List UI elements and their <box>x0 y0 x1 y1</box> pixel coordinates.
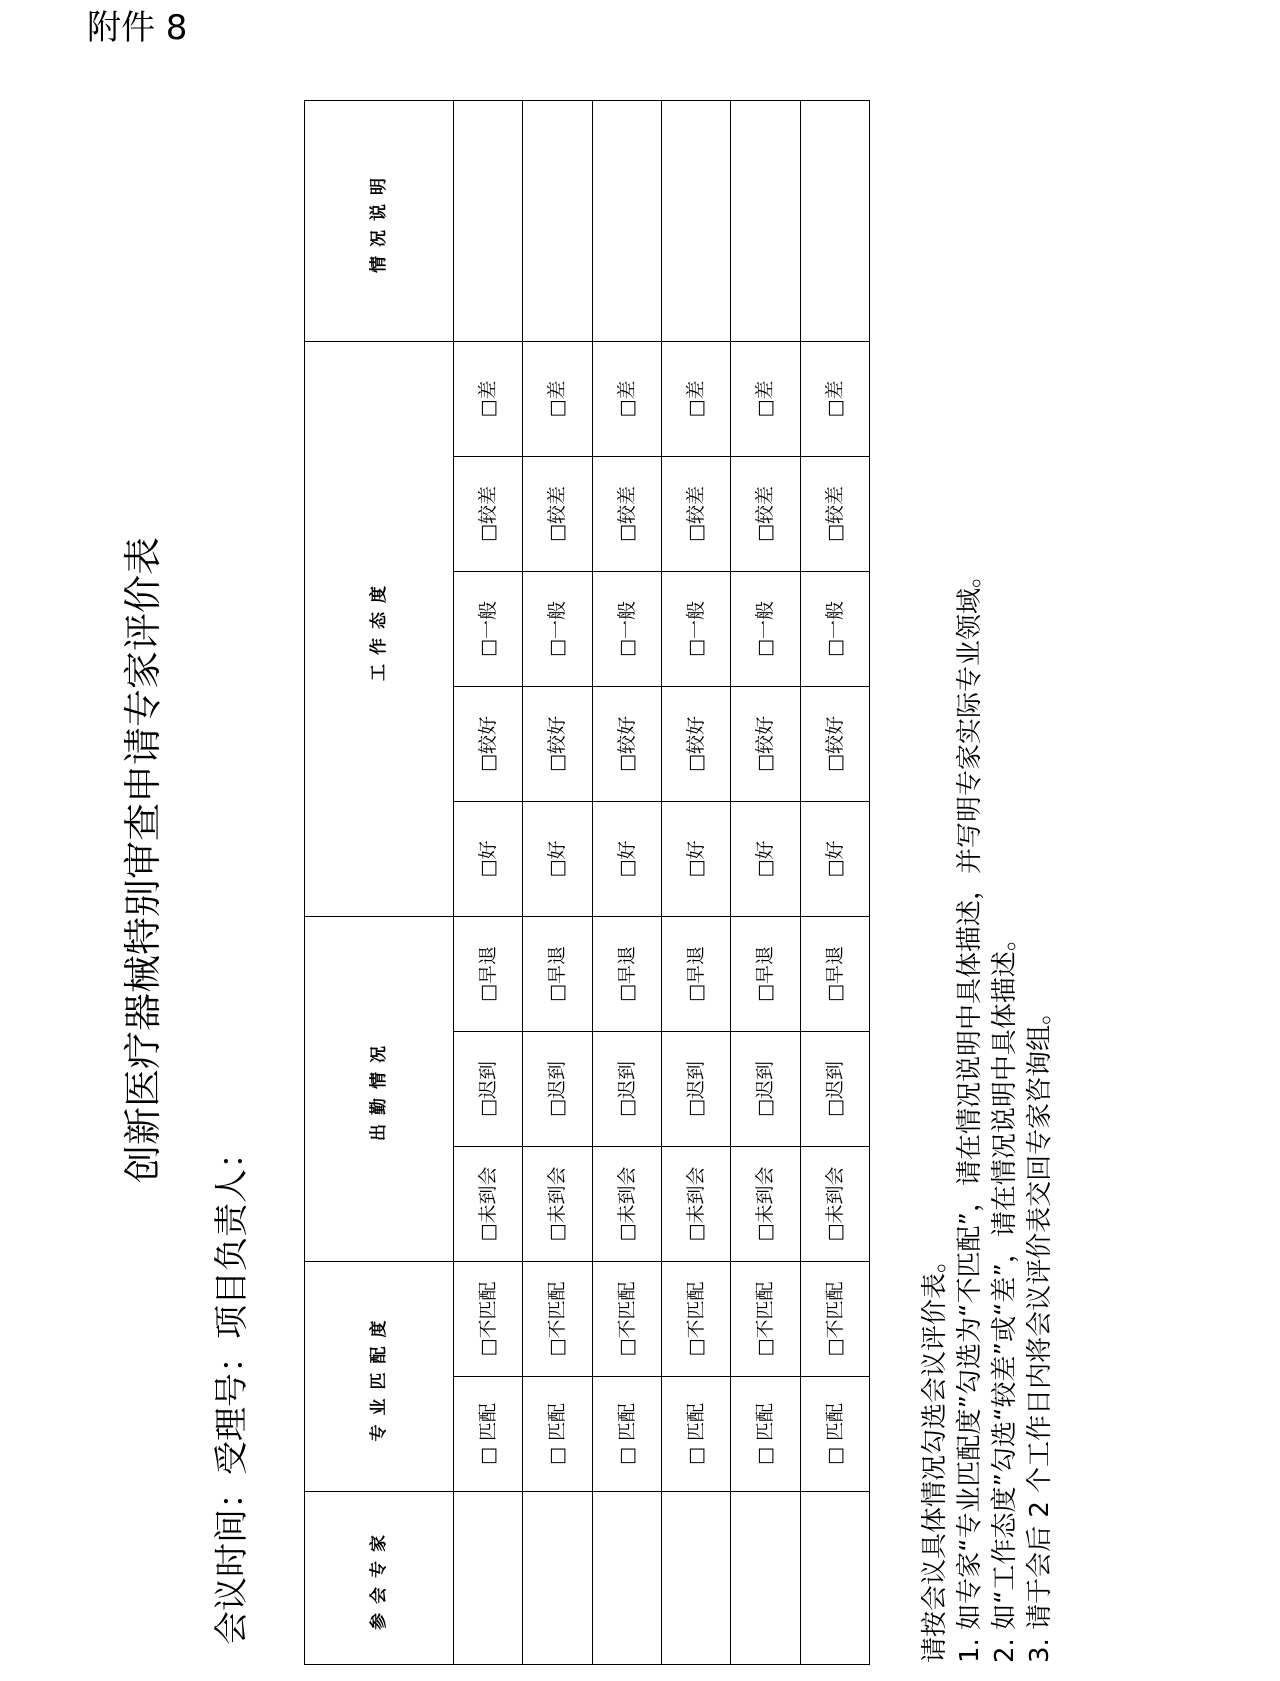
attendance-option-absent[interactable]: □未到会 <box>523 1147 592 1262</box>
header-remarks: 情况说明 <box>305 101 454 342</box>
note-2: 2. 如“工作态度”勾选“较差”或“差”，请在情况说明中具体描述。 <box>990 925 1020 1663</box>
remarks-cell[interactable] <box>800 101 869 342</box>
attitude-option-good[interactable]: □好 <box>453 802 522 917</box>
attitude-option-average[interactable]: □一般 <box>592 572 661 687</box>
attendance-option-absent[interactable]: □未到会 <box>731 1147 800 1262</box>
attendance-option-late[interactable]: □迟到 <box>661 1032 730 1147</box>
remarks-cell[interactable] <box>523 101 592 342</box>
attitude-option-fairly-poor[interactable]: □较差 <box>523 457 592 572</box>
match-option-match[interactable]: □ 匹配 <box>731 1377 800 1492</box>
attendance-option-late[interactable]: □迟到 <box>523 1032 592 1147</box>
table-row <box>523 101 592 1665</box>
attendance-option-early-leave[interactable]: □早退 <box>661 917 730 1032</box>
attitude-option-good[interactable]: □好 <box>523 802 592 917</box>
note-intro: 请按会议具体情况勾选会议评价表。 <box>920 1246 950 1663</box>
expert-name-cell[interactable] <box>731 1492 800 1665</box>
expert-name-cell[interactable] <box>661 1492 730 1665</box>
note-3: 3. 请于会后 2 个工作日内将会议评价表交回专家咨询组。 <box>1025 998 1055 1663</box>
instructions <box>918 562 1058 1663</box>
attitude-option-poor[interactable]: □差 <box>523 342 592 457</box>
attendance-option-early-leave[interactable]: □早退 <box>453 917 522 1032</box>
attitude-option-fairly-good[interactable]: □较好 <box>453 687 522 802</box>
remarks-cell[interactable] <box>453 101 522 342</box>
match-option-mismatch[interactable]: □不匹配 <box>453 1262 522 1377</box>
match-option-match[interactable]: □ 匹配 <box>453 1377 522 1492</box>
table-row <box>661 101 730 1665</box>
attitude-option-average[interactable]: □一般 <box>800 572 869 687</box>
attitude-option-good[interactable]: □好 <box>661 802 730 917</box>
attitude-option-fairly-poor[interactable]: □较差 <box>800 457 869 572</box>
expert-name-cell[interactable] <box>453 1492 522 1665</box>
attitude-option-average[interactable]: □一般 <box>453 572 522 687</box>
match-option-mismatch[interactable]: □不匹配 <box>523 1262 592 1377</box>
meeting-info: 会议时间：受理号：项目负责人： <box>212 1135 252 1645</box>
expert-name-cell[interactable] <box>800 1492 869 1665</box>
remarks-cell[interactable] <box>661 101 730 342</box>
attendance-option-absent[interactable]: □未到会 <box>800 1147 869 1262</box>
header-expert: 参会专家 <box>305 1492 454 1665</box>
attitude-option-fairly-poor[interactable]: □较差 <box>592 457 661 572</box>
attitude-option-poor[interactable]: □差 <box>661 342 730 457</box>
attitude-option-fairly-good[interactable]: □较好 <box>731 687 800 802</box>
attendance-option-absent[interactable]: □未到会 <box>453 1147 522 1262</box>
table-row <box>800 101 869 1665</box>
header-match: 专业匹配度 <box>305 1262 454 1492</box>
table-row <box>731 101 800 1665</box>
attendance-option-late[interactable]: □迟到 <box>453 1032 522 1147</box>
attendance-option-early-leave[interactable]: □早退 <box>592 917 661 1032</box>
header-attendance: 出勤情况 <box>305 917 454 1262</box>
expert-name-cell[interactable] <box>523 1492 592 1665</box>
form-title: 创新医疗器械特别审查申请专家评价表 <box>121 537 165 1184</box>
attitude-option-fairly-good[interactable]: □较好 <box>661 687 730 802</box>
attitude-option-poor[interactable]: □差 <box>453 342 522 457</box>
remarks-cell[interactable] <box>731 101 800 342</box>
match-option-mismatch[interactable]: □不匹配 <box>592 1262 661 1377</box>
attitude-option-fairly-poor[interactable]: □较差 <box>661 457 730 572</box>
match-option-mismatch[interactable]: □不匹配 <box>800 1262 869 1377</box>
attendance-option-early-leave[interactable]: □早退 <box>800 917 869 1032</box>
attendance-option-early-leave[interactable]: □早退 <box>731 917 800 1032</box>
match-option-match[interactable]: □ 匹配 <box>592 1377 661 1492</box>
attachment-label: 附件 8 <box>87 8 188 48</box>
match-option-mismatch[interactable]: □不匹配 <box>731 1262 800 1377</box>
attitude-option-average[interactable]: □一般 <box>523 572 592 687</box>
attitude-option-good[interactable]: □好 <box>800 802 869 917</box>
attitude-option-average[interactable]: □一般 <box>661 572 730 687</box>
attendance-option-late[interactable]: □迟到 <box>800 1032 869 1147</box>
remarks-cell[interactable] <box>592 101 661 342</box>
header-attitude: 工作态度 <box>305 342 454 917</box>
attitude-option-poor[interactable]: □差 <box>592 342 661 457</box>
attitude-option-fairly-good[interactable]: □较好 <box>800 687 869 802</box>
match-option-match[interactable]: □ 匹配 <box>800 1377 869 1492</box>
table-header-row <box>305 101 454 1665</box>
attitude-option-fairly-poor[interactable]: □较差 <box>731 457 800 572</box>
match-option-mismatch[interactable]: □不匹配 <box>661 1262 730 1377</box>
table-row <box>592 101 661 1665</box>
note-1: 1. 如专家“专业匹配度”勾选为“不匹配”，请在情况说明中具体描述，并写明专家实际专业领域。 <box>955 562 985 1663</box>
attitude-option-fairly-good[interactable]: □较好 <box>592 687 661 802</box>
attitude-option-good[interactable]: □好 <box>592 802 661 917</box>
attitude-option-fairly-poor[interactable]: □较差 <box>453 457 522 572</box>
attendance-option-late[interactable]: □迟到 <box>731 1032 800 1147</box>
match-option-match[interactable]: □ 匹配 <box>661 1377 730 1492</box>
attitude-option-poor[interactable]: □差 <box>800 342 869 457</box>
attendance-option-absent[interactable]: □未到会 <box>661 1147 730 1262</box>
table-row <box>453 101 522 1665</box>
attendance-option-early-leave[interactable]: □早退 <box>523 917 592 1032</box>
attendance-option-absent[interactable]: □未到会 <box>592 1147 661 1262</box>
expert-name-cell[interactable] <box>592 1492 661 1665</box>
attitude-option-fairly-good[interactable]: □较好 <box>523 687 592 802</box>
match-option-match[interactable]: □ 匹配 <box>523 1377 592 1492</box>
attitude-option-average[interactable]: □一般 <box>731 572 800 687</box>
evaluation-table <box>304 100 870 1665</box>
attitude-option-poor[interactable]: □差 <box>731 342 800 457</box>
attitude-option-good[interactable]: □好 <box>731 802 800 917</box>
attendance-option-late[interactable]: □迟到 <box>592 1032 661 1147</box>
